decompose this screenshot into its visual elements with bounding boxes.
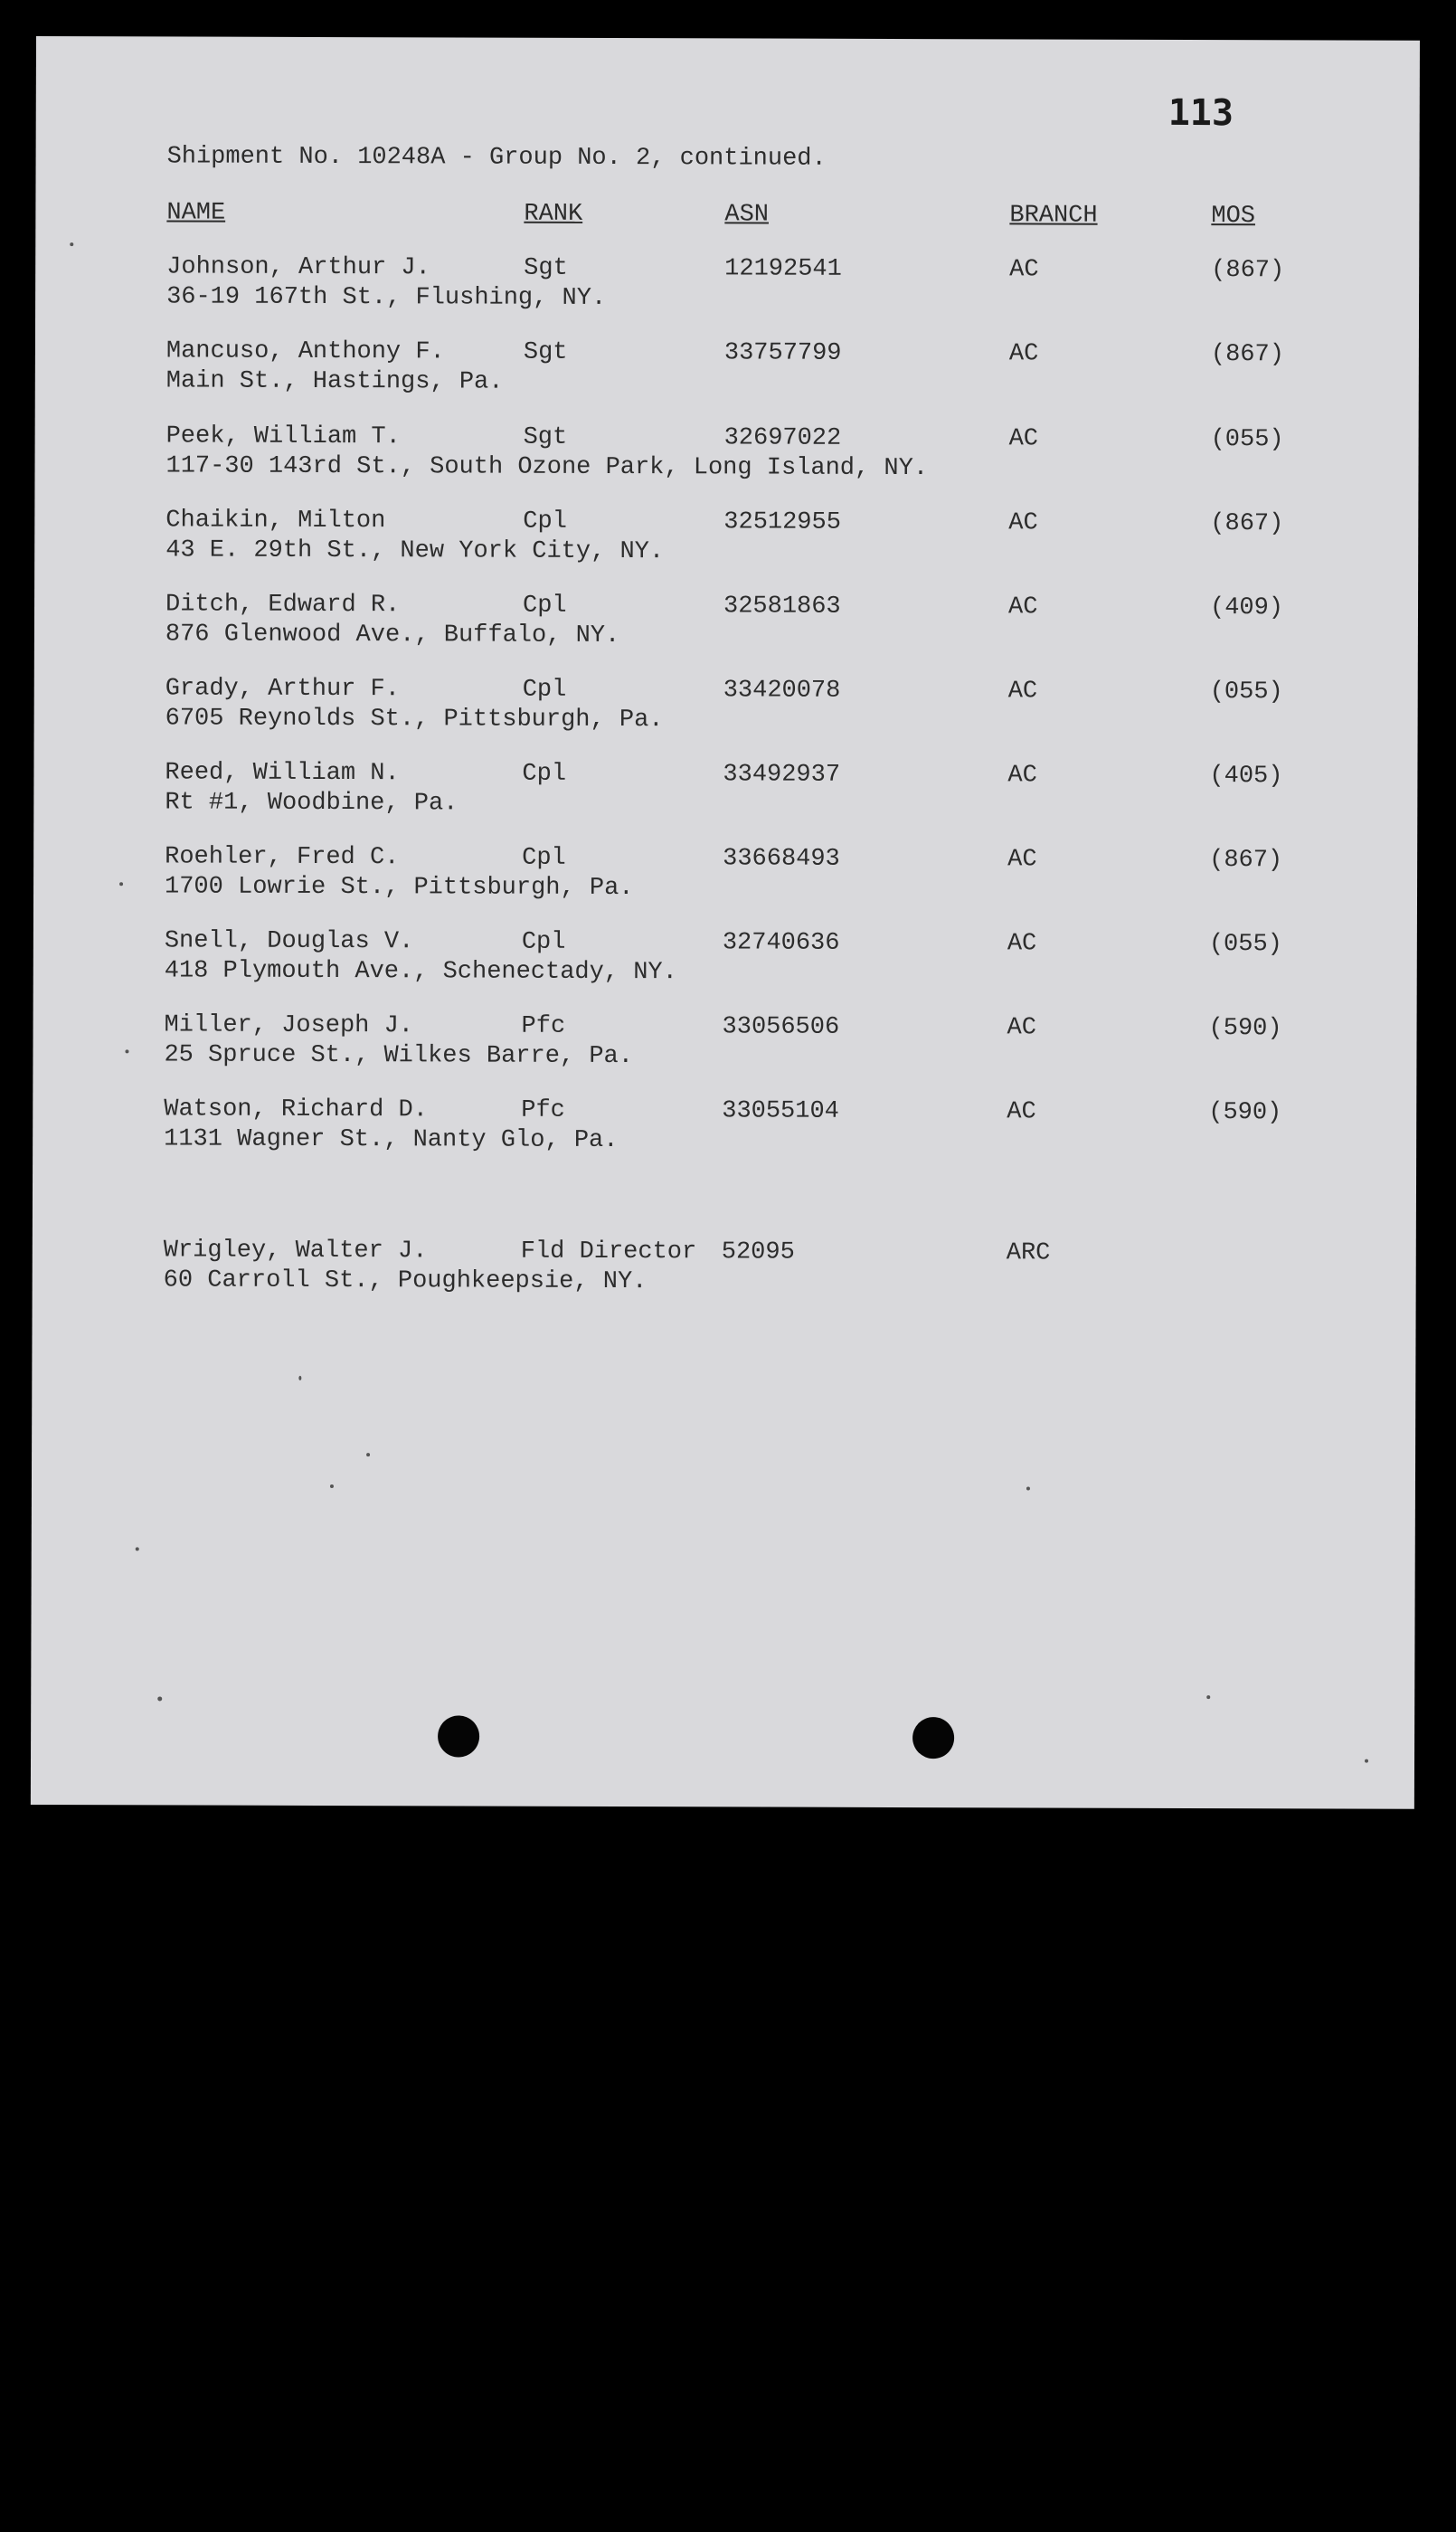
- record-asn: 33420078: [723, 677, 841, 705]
- record-address: Rt #1, Woodbine, Pa.: [165, 789, 459, 818]
- record-mos: (867): [1211, 257, 1285, 285]
- record-name: Reed, William N.: [165, 759, 400, 788]
- record-asn: 32740636: [722, 929, 840, 957]
- record-branch: AC: [1008, 509, 1038, 537]
- column-header-branch: BRANCH: [1009, 202, 1098, 230]
- record-address: 25 Spruce St., Wilkes Barre, Pa.: [164, 1041, 633, 1071]
- record-address: 60 Carroll St., Poughkeepsie, NY.: [163, 1266, 648, 1296]
- record-name: Snell, Douglas V.: [164, 927, 414, 956]
- paper-speck: [70, 242, 73, 246]
- record-address: 117-30 143rd St., South Ozone Park, Long Island, NY.: [165, 452, 929, 483]
- record-mos: (590): [1208, 1015, 1282, 1043]
- record-branch: AC: [1007, 846, 1037, 874]
- record-row: [35, 337, 1419, 405]
- record-asn: 33757799: [723, 339, 842, 367]
- record-row: [33, 927, 1417, 995]
- director-row: [33, 1237, 1416, 1304]
- punch-hole-right: [912, 1717, 954, 1759]
- record-row: [34, 507, 1418, 574]
- record-address: 1131 Wagner St., Nanty Glo, Pa.: [164, 1125, 619, 1155]
- record-asn: 32512955: [723, 508, 841, 536]
- record-rank: Sgt: [524, 254, 568, 282]
- record-rank: Cpl: [522, 592, 567, 620]
- paper-speck: [119, 882, 123, 886]
- record-name: Watson, Richard D.: [164, 1095, 428, 1124]
- record-rank: Cpl: [522, 760, 567, 788]
- paper-speck: [298, 1376, 301, 1380]
- record-branch: AC: [1008, 425, 1039, 453]
- paper-speck: [136, 1547, 139, 1550]
- record-rank: Cpl: [522, 676, 567, 704]
- record-asn: 32697022: [723, 424, 842, 452]
- record-row: [34, 422, 1418, 490]
- record-row: [33, 843, 1417, 911]
- record-row: [33, 1095, 1416, 1163]
- record-branch: ARC: [1006, 1239, 1051, 1267]
- record-rank: Cpl: [522, 844, 566, 872]
- column-header-name: NAME: [166, 199, 226, 227]
- record-asn: 32581863: [723, 593, 841, 621]
- record-row: [33, 1011, 1416, 1079]
- record-address: 1700 Lowrie St., Pittsburgh, Pa.: [164, 873, 634, 903]
- column-header-rank: RANK: [524, 200, 583, 228]
- record-rank: Pfc: [521, 1012, 566, 1040]
- column-header-mos: MOS: [1211, 203, 1256, 231]
- record-mos: (055): [1209, 678, 1283, 706]
- record-branch: AC: [1009, 256, 1039, 284]
- record-name: Wrigley, Walter J.: [163, 1237, 428, 1266]
- record-mos: (055): [1208, 931, 1282, 959]
- record-mos: (409): [1209, 594, 1284, 622]
- document-page: [31, 36, 1420, 1809]
- record-mos: (867): [1210, 510, 1284, 538]
- record-asn: 33668493: [723, 845, 840, 873]
- record-rank: Sgt: [523, 338, 568, 366]
- record-branch: AC: [1008, 340, 1039, 368]
- record-branch: AC: [1007, 593, 1038, 621]
- record-rank: Pfc: [521, 1096, 565, 1124]
- record-row: [33, 759, 1417, 827]
- record-asn: 52095: [721, 1238, 795, 1266]
- record-rank: Fld Director: [520, 1238, 697, 1266]
- record-name: Mancuso, Anthony F.: [165, 337, 445, 366]
- record-mos: (590): [1208, 1099, 1282, 1127]
- document-heading: Shipment No. 10248A - Group No. 2, continued.: [166, 143, 827, 173]
- record-asn: 33055104: [722, 1097, 839, 1125]
- record-branch: AC: [1007, 678, 1038, 706]
- paper-speck: [1026, 1486, 1030, 1490]
- paper-speck: [125, 1049, 128, 1053]
- paper-speck: [1365, 1759, 1368, 1763]
- paper-speck: [157, 1696, 162, 1701]
- record-address: 418 Plymouth Ave., Schenectady, NY.: [164, 957, 677, 987]
- record-row: [34, 591, 1418, 659]
- record-name: Peek, William T.: [165, 422, 401, 451]
- record-address: 6705 Reynolds St., Pittsburgh, Pa.: [165, 705, 664, 735]
- record-name: Miller, Joseph J.: [164, 1011, 414, 1040]
- record-row: [35, 253, 1419, 321]
- paper-speck: [366, 1453, 370, 1456]
- record-rank: Cpl: [521, 928, 566, 956]
- paper-speck: [1206, 1695, 1210, 1699]
- punch-hole-left: [438, 1715, 479, 1757]
- record-mos: (055): [1210, 426, 1284, 454]
- record-asn: 33056506: [722, 1013, 840, 1041]
- record-row: [34, 675, 1418, 743]
- record-name: Roehler, Fred C.: [165, 843, 400, 872]
- personnel-records: [31, 36, 1420, 1809]
- record-name: Chaikin, Milton: [165, 507, 386, 536]
- record-mos: (867): [1210, 341, 1284, 369]
- paper-speck: [330, 1484, 334, 1488]
- record-branch: AC: [1007, 1098, 1036, 1126]
- record-name: Ditch, Edward R.: [165, 591, 401, 620]
- record-address: 876 Glenwood Ave., Buffalo, NY.: [165, 621, 620, 650]
- record-branch: AC: [1007, 1014, 1037, 1042]
- record-mos: (405): [1209, 763, 1283, 791]
- record-branch: AC: [1007, 762, 1037, 790]
- record-mos: (867): [1209, 847, 1283, 875]
- record-rank: Cpl: [523, 507, 567, 536]
- record-address: 36-19 167th St., Flushing, NY.: [166, 283, 607, 312]
- record-name: Johnson, Arthur J.: [166, 253, 430, 282]
- page-number: 113: [1168, 91, 1234, 135]
- record-branch: AC: [1007, 930, 1037, 958]
- record-rank: Sgt: [523, 423, 568, 451]
- record-asn: 12192541: [724, 255, 842, 283]
- record-address: Main St., Hastings, Pa.: [165, 367, 504, 396]
- record-name: Grady, Arthur F.: [165, 675, 401, 704]
- column-header-asn: ASN: [724, 201, 770, 229]
- record-asn: 33492937: [723, 761, 841, 789]
- record-address: 43 E. 29th St., New York City, NY.: [165, 536, 665, 566]
